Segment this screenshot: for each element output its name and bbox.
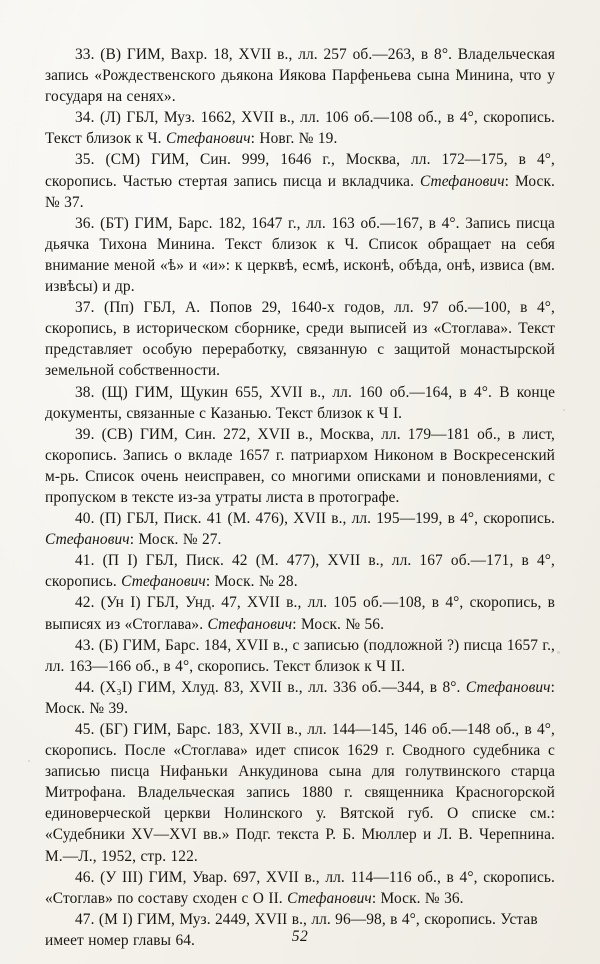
entry-text: 33. (В) ГИМ, Вахр. 18, XVII в., лл. 257 об.—263, в 8°. Владельческая запись «Рождественского дьякона Иякова Парфеньева сына Минина, что у государя на сенях».	[45, 46, 555, 106]
catalogue-entry	[45, 424, 555, 508]
entry-text: 40. (П) ГБЛ, Писк. 41 (М. 476), XVII в., лл. 195—199, в 4°, скоропись.	[75, 510, 555, 528]
source-reference-italic: Стефанович	[165, 130, 251, 148]
scan-speck	[28, 760, 30, 762]
scan-speck	[563, 409, 565, 411]
catalogue-entry	[45, 44, 555, 107]
entry-text: : Моск. № 28.	[205, 573, 298, 591]
catalogue-entry	[45, 635, 555, 677]
entry-text: 35. (СМ) ГИМ, Син. 999, 1646 г., Москва, лл. 172—175, в 4°, скоропись. Частью стертая запись писца и вкладчика.	[45, 151, 555, 190]
source-reference-italic: Стефанович	[419, 172, 505, 190]
source-reference-italic: Стефанович	[45, 531, 130, 549]
source-reference-italic: Стефанович	[121, 573, 206, 591]
entry-text: : Моск. № 37.	[45, 172, 556, 211]
source-reference-italic: Стефанович	[207, 615, 293, 633]
entry-text: : Моск. № 27.	[129, 531, 222, 549]
entry-text: : Моск. № 36.	[371, 889, 464, 907]
catalogue-entry	[45, 677, 555, 719]
entry-text: 39. (СВ) ГИМ, Син. 272, XVII в., Москва, лл. 179—181 об., в лист, скоропись. Запись о вкладе 1657 г. патриархом Никоном в Воскресенский м-рь. Список очень неисправен, со многими описками и поновлениями, с пропуском в тексте из-за утраты листа в протографе.	[45, 425, 555, 506]
entry-text: 41. (П I) ГБЛ, Писк. 42 (М. 477), XVII в., лл. 167 об.—171, в 4°, скоропись.	[45, 552, 555, 591]
entry-text: 38. (Щ) ГИМ, Щукин 655, XVII в., лл. 160 об.—164, в 4°. В конце документы, связанные с Казанью. Текст близок к Ч I.	[45, 383, 555, 422]
entry-text: : Моск. № 56.	[292, 615, 385, 633]
catalogue-entry	[45, 107, 555, 149]
entry-text: : Новг. № 19.	[250, 130, 338, 148]
source-reference-italic: Стефанович	[287, 889, 372, 907]
entry-text: 45. (БГ) ГИМ, Барс. 183, XVII в., лл. 144—145, 146 об.—148 об., в 4°, скоропись. После «Стоглава» идет список 1629 г. Сводного судебника с записью писца Нифаньки Анкудинова сына для голутвинского старца Митрофана. Владельческая запись 1880 г. священника Красногорской единоверческой церкви Нолинского у. Вятской губ. О списке см.: «Судебники XV—XVI вв.» Подг. текста Р. Б. Мюллер и Л. В. Черепнина. М.—Л., 1952, стр. 122.	[45, 721, 555, 865]
entry-text: 46. (У III) ГИМ, Увар. 697, XVII в., лл. 114—116 об., в 4°, скоропись. «Стоглав» по составу сходен с О II.	[45, 868, 555, 907]
entry-text: 42. (Ун I) ГБЛ, Унд. 47, XVII в., лл. 105 об.—108, в 4°, скоропись, в выписях из «Стоглава».	[45, 594, 555, 633]
catalogue-entry	[45, 719, 555, 867]
catalogue-entry	[45, 149, 555, 212]
page-number: 52	[291, 928, 309, 945]
entry-text: 34. (Л) ГБЛ, Муз. 1662, XVII в., лл. 106 об.—108 об., в 4°, скоропись. Текст близок к Ч.	[45, 109, 555, 148]
entry-text: : Моск. № 39.	[45, 678, 555, 717]
entry-text: 36. (БТ) ГИМ, Барс. 182, 1647 г., лл. 163 об.—167, в 4°. Запись писца дьячка Тихона Минина. Текст близок к Ч. Список обращает на себя внимание меной «ѣ» и «и»: к церквѣ, есмѣ, исконѣ, обѣда, онѣ, извиса (вм. извѣсы) и др.	[45, 214, 555, 296]
catalogue-entry	[45, 867, 555, 909]
entry-text: 37. (Пп) ГБЛ, А. Попов 29, 1640-х годов, лл. 97 об.—100, в 4°, скоропись, в историческом сборнике, среди выписей из «Стоглава». Текст представляет особую переработку, связанную с защитой монастырской земельной собственности.	[45, 299, 555, 380]
catalogue-entry	[45, 550, 555, 592]
entry-text: 43. (Б) ГИМ, Барс. 184, XVII в., с записью (подложной ?) писца 1657 г., лл. 163—166 об., в 4°, скоропись. Текст близок к Ч II.	[45, 636, 555, 675]
catalogue-entry	[45, 297, 555, 381]
catalogue-entry-list	[45, 44, 555, 951]
catalogue-entry	[45, 508, 555, 550]
source-reference-italic: Стефанович	[465, 678, 551, 696]
catalogue-entry	[45, 592, 555, 634]
entry-text: 47. (М I) ГИМ, Муз. 2449, XVII в., лл. 96—98, в 4°, скоропись. Устав имеет номер главы 64.	[45, 910, 538, 949]
catalogue-entry	[45, 382, 555, 424]
catalogue-entry	[45, 213, 555, 297]
entry-text: 44. (Х₃I) ГИМ, Хлуд. 83, XVII в., лл. 336 об.—344, в 8°.	[75, 678, 466, 696]
scan-speck	[557, 651, 560, 654]
